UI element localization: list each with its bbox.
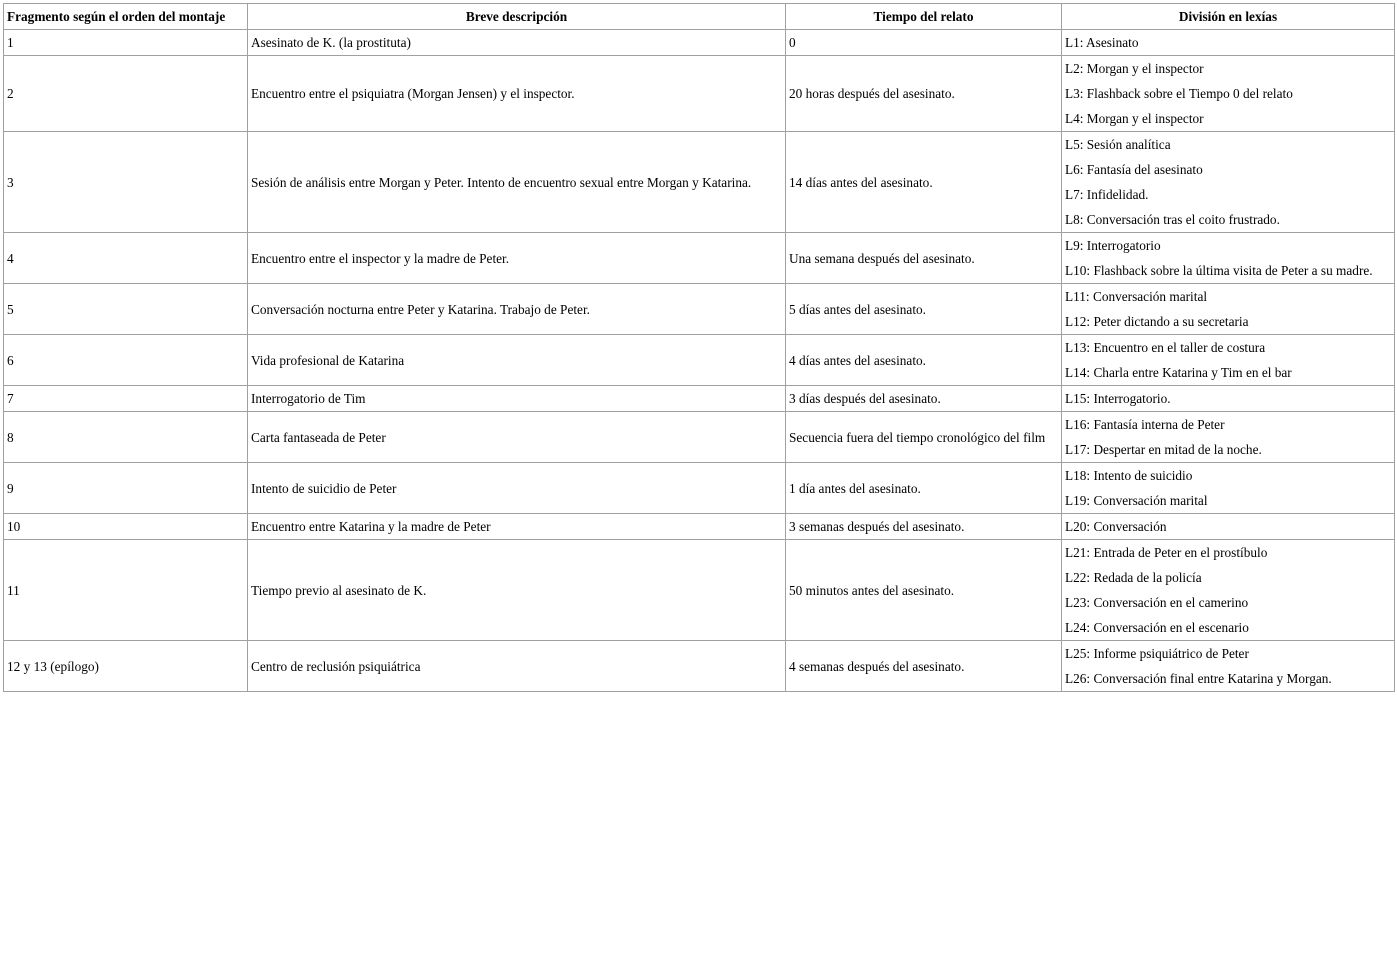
description-cell bbox=[248, 514, 786, 540]
time-cell-text: 3 semanas después del asesinato. bbox=[789, 519, 965, 534]
lexia-item: L7: Infidelidad. bbox=[1065, 187, 1149, 202]
time-cell bbox=[786, 641, 1062, 692]
lexia-item: L9: Interrogatorio bbox=[1065, 238, 1161, 253]
fragment-cell-text: 1 bbox=[7, 35, 14, 50]
fragments-table bbox=[3, 3, 1395, 692]
table-row bbox=[4, 233, 1395, 284]
description-cell bbox=[248, 30, 786, 56]
fragment-cell-text: 12 y 13 (epílogo) bbox=[7, 658, 99, 674]
lexia-item: L6: Fantasía del asesinato bbox=[1065, 162, 1203, 177]
time-cell bbox=[786, 284, 1062, 335]
lexia-item: L4: Morgan y el inspector bbox=[1065, 111, 1204, 126]
description-cell-text: Encuentro entre Katarina y la madre de Peter bbox=[251, 519, 491, 534]
lexia-item: L8: Conversación tras el coito frustrado. bbox=[1065, 212, 1280, 227]
fragment-cell bbox=[4, 132, 248, 233]
lexia-item: L15: Interrogatorio. bbox=[1065, 391, 1171, 406]
description-cell-text: Centro de reclusión psiquiátrica bbox=[251, 658, 421, 674]
description-cell-text: Asesinato de K. (la prostituta) bbox=[251, 35, 411, 50]
lexias-cell bbox=[1062, 514, 1395, 540]
fragment-cell bbox=[4, 233, 248, 284]
lexia-item: L20: Conversación bbox=[1065, 519, 1167, 534]
description-cell-text: Vida profesional de Katarina bbox=[251, 352, 405, 368]
time-cell bbox=[786, 463, 1062, 514]
time-cell-text: 1 día antes del asesinato. bbox=[789, 480, 921, 496]
description-cell-text: Interrogatorio de Tim bbox=[251, 391, 366, 406]
description-cell bbox=[248, 463, 786, 514]
lexia-item: L11: Conversación marital bbox=[1065, 289, 1208, 304]
table-row bbox=[4, 284, 1395, 335]
fragment-cell bbox=[4, 30, 248, 56]
header-fragment: Fragmento según el orden del montaje bbox=[4, 4, 248, 30]
header-lexias: División en lexías bbox=[1062, 4, 1395, 30]
time-cell bbox=[786, 30, 1062, 56]
lexias-cell bbox=[1062, 56, 1395, 132]
fragment-cell-text: 11 bbox=[7, 582, 20, 598]
lexia-item: L10: Flashback sobre la última visita de Peter a su madre. bbox=[1065, 263, 1373, 278]
header-description: Breve descripción bbox=[248, 4, 786, 30]
time-cell-text: 20 horas después del asesinato. bbox=[789, 86, 955, 101]
lexias-cell bbox=[1062, 335, 1395, 386]
table-row bbox=[4, 412, 1395, 463]
table-row bbox=[4, 540, 1395, 641]
table-body bbox=[4, 30, 1395, 692]
fragment-cell bbox=[4, 412, 248, 463]
lexia-item: L12: Peter dictando a su secretaria bbox=[1065, 314, 1249, 329]
fragment-cell-text: 4 bbox=[7, 250, 14, 266]
table-row bbox=[4, 335, 1395, 386]
time-cell bbox=[786, 335, 1062, 386]
fragment-cell-text: 8 bbox=[7, 429, 14, 445]
fragment-cell bbox=[4, 386, 248, 412]
fragment-cell-text: 10 bbox=[7, 519, 21, 534]
fragment-cell bbox=[4, 335, 248, 386]
time-cell bbox=[786, 386, 1062, 412]
fragment-cell bbox=[4, 514, 248, 540]
fragment-cell bbox=[4, 463, 248, 514]
fragment-cell-text: 3 bbox=[7, 174, 14, 190]
time-cell-text: 3 días después del asesinato. bbox=[789, 391, 941, 406]
time-cell-text: 5 días antes del asesinato. bbox=[789, 301, 926, 317]
time-cell bbox=[786, 514, 1062, 540]
table-row bbox=[4, 30, 1395, 56]
lexias-cell bbox=[1062, 284, 1395, 335]
lexia-item: L18: Intento de suicidio bbox=[1065, 468, 1193, 483]
time-cell-text: 4 semanas después del asesinato. bbox=[789, 658, 965, 674]
lexias-cell bbox=[1062, 540, 1395, 641]
description-cell bbox=[248, 386, 786, 412]
time-cell-text: 50 minutos antes del asesinato. bbox=[789, 582, 955, 598]
table-row bbox=[4, 56, 1395, 132]
lexia-item: L22: Redada de la policía bbox=[1065, 570, 1202, 585]
table-row bbox=[4, 514, 1395, 540]
time-cell bbox=[786, 233, 1062, 284]
description-cell bbox=[248, 132, 786, 233]
fragment-cell-text: 5 bbox=[7, 301, 14, 317]
lexia-item: L1: Asesinato bbox=[1065, 35, 1139, 50]
lexia-item: L24: Conversación en el escenario bbox=[1065, 620, 1249, 635]
description-cell-text: Carta fantaseada de Peter bbox=[251, 429, 386, 445]
time-cell-text: 14 días antes del asesinato. bbox=[789, 174, 933, 190]
time-cell-text: Secuencia fuera del tiempo cronológico del film bbox=[789, 429, 1046, 445]
time-cell bbox=[786, 412, 1062, 463]
table-row bbox=[4, 463, 1395, 514]
fragment-cell bbox=[4, 56, 248, 132]
description-cell bbox=[248, 233, 786, 284]
lexias-cell bbox=[1062, 463, 1395, 514]
description-cell bbox=[248, 412, 786, 463]
description-cell bbox=[248, 540, 786, 641]
time-cell bbox=[786, 132, 1062, 233]
lexias-cell bbox=[1062, 641, 1395, 692]
fragment-cell-text: 2 bbox=[7, 86, 14, 101]
lexia-item: L17: Despertar en mitad de la noche. bbox=[1065, 442, 1262, 457]
fragment-cell bbox=[4, 641, 248, 692]
description-cell bbox=[248, 335, 786, 386]
lexia-item: L2: Morgan y el inspector bbox=[1065, 61, 1204, 76]
lexia-item: L26: Conversación final entre Katarina y Morgan. bbox=[1065, 671, 1332, 686]
description-cell-text: Conversación nocturna entre Peter y Katarina. Trabajo de Peter. bbox=[251, 301, 590, 317]
description-cell-text: Encuentro entre el psiquiatra (Morgan Jensen) y el inspector. bbox=[251, 86, 575, 101]
lexia-item: L21: Entrada de Peter en el prostíbulo bbox=[1065, 545, 1268, 560]
lexia-item: L13: Encuentro en el taller de costura bbox=[1065, 340, 1266, 355]
fragment-cell-text: 6 bbox=[7, 352, 14, 368]
fragment-cell bbox=[4, 284, 248, 335]
description-cell-text: Sesión de análisis entre Morgan y Peter. Intento de encuentro sexual entre Morgan y Katarina. bbox=[251, 174, 752, 190]
fragment-cell-text: 7 bbox=[7, 391, 14, 406]
table-row bbox=[4, 386, 1395, 412]
description-cell-text: Intento de suicidio de Peter bbox=[251, 480, 397, 496]
lexia-item: L14: Charla entre Katarina y Tim en el bar bbox=[1065, 365, 1292, 380]
time-cell bbox=[786, 540, 1062, 641]
table-row bbox=[4, 641, 1395, 692]
description-cell bbox=[248, 284, 786, 335]
lexia-item: L5: Sesión analítica bbox=[1065, 137, 1171, 152]
description-cell-text: Tiempo previo al asesinato de K. bbox=[251, 582, 427, 598]
table-row bbox=[4, 132, 1395, 233]
lexia-item: L19: Conversación marital bbox=[1065, 493, 1208, 508]
header-time: Tiempo del relato bbox=[786, 4, 1062, 30]
lexia-item: L3: Flashback sobre el Tiempo 0 del relato bbox=[1065, 86, 1293, 101]
lexia-item: L25: Informe psiquiátrico de Peter bbox=[1065, 646, 1249, 661]
description-cell-text: Encuentro entre el inspector y la madre de Peter. bbox=[251, 250, 510, 266]
description-cell bbox=[248, 56, 786, 132]
lexias-cell bbox=[1062, 412, 1395, 463]
time-cell-text: 4 días antes del asesinato. bbox=[789, 352, 926, 368]
fragment-cell-text: 9 bbox=[7, 480, 14, 496]
lexia-item: L23: Conversación en el camerino bbox=[1065, 595, 1249, 610]
time-cell-text: Una semana después del asesinato. bbox=[789, 250, 975, 266]
lexias-cell bbox=[1062, 386, 1395, 412]
lexias-cell bbox=[1062, 30, 1395, 56]
description-cell bbox=[248, 641, 786, 692]
time-cell bbox=[786, 56, 1062, 132]
lexias-cell bbox=[1062, 233, 1395, 284]
lexias-cell bbox=[1062, 132, 1395, 233]
table-header-row bbox=[4, 4, 1395, 30]
fragment-cell bbox=[4, 540, 248, 641]
time-cell-text: 0 bbox=[789, 35, 796, 50]
lexia-item: L16: Fantasía interna de Peter bbox=[1065, 417, 1225, 432]
